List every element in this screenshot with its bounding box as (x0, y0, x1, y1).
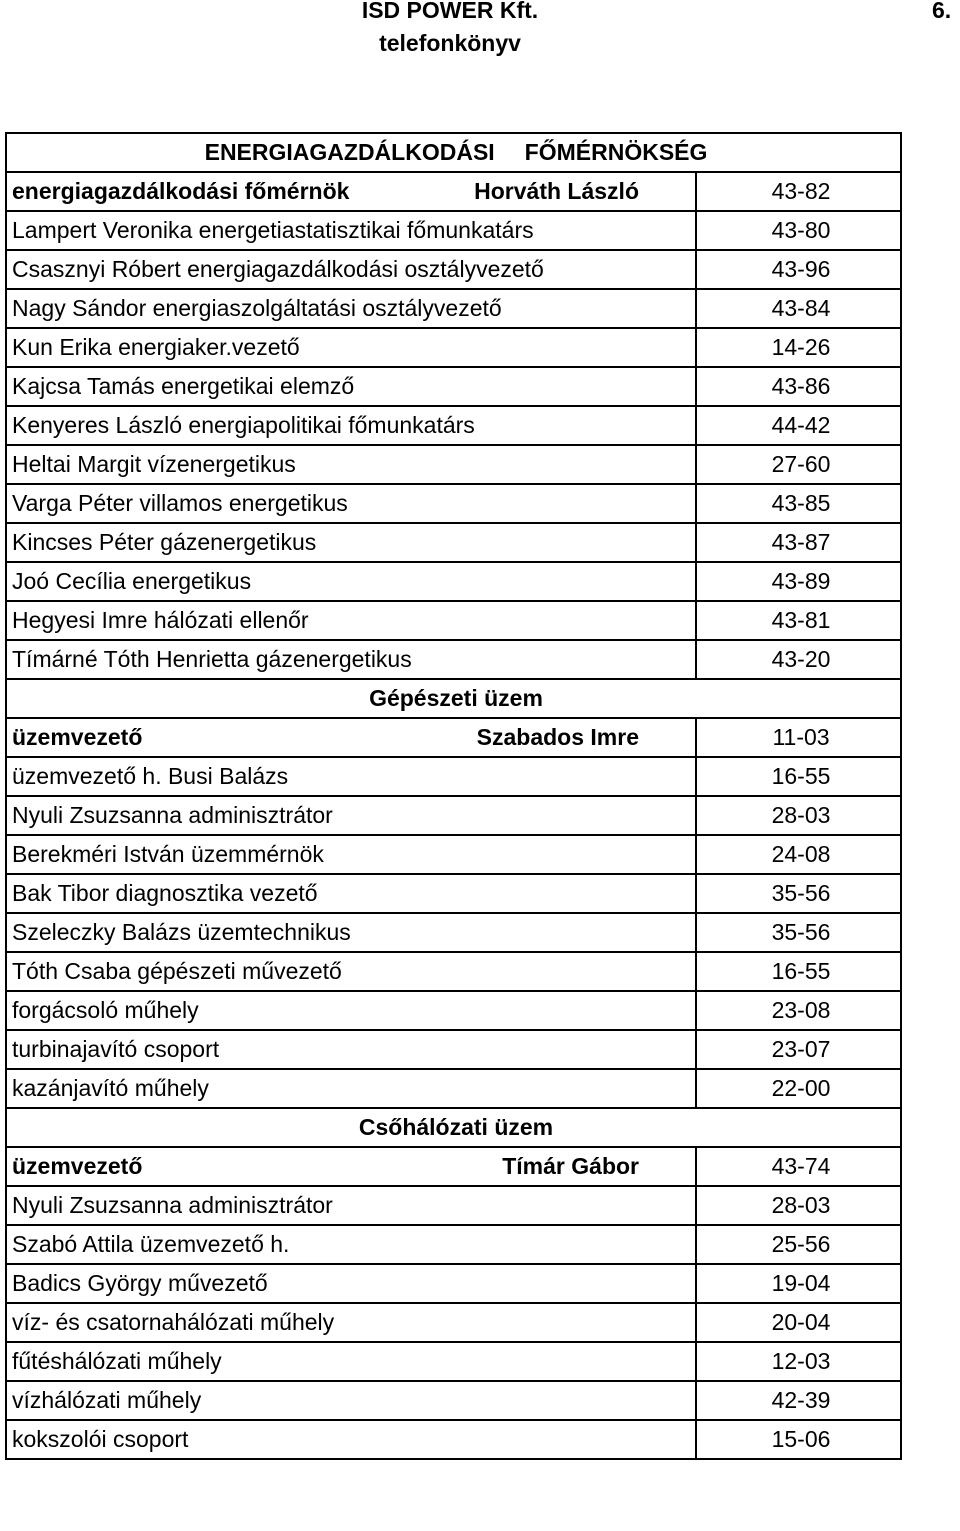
entry-extension: 23-08 (696, 991, 901, 1030)
directory-row (6, 1264, 901, 1303)
entry-text: Tímárné Tóth Henrietta gázenergetikus (6, 640, 696, 679)
entry-extension: 42-39 (696, 1381, 901, 1420)
head-role: energiagazdálkodási főmérnök (12, 178, 350, 204)
directory-row (6, 250, 901, 289)
head-extension: 43-74 (696, 1147, 901, 1186)
directory-row (6, 406, 901, 445)
entry-text: vízhálózati műhely (6, 1381, 696, 1420)
head-role: üzemvezető (12, 724, 143, 750)
entry-extension: 43-86 (696, 367, 901, 406)
entry-extension: 43-80 (696, 211, 901, 250)
entry-extension: 43-81 (696, 601, 901, 640)
entry-extension: 28-03 (696, 796, 901, 835)
section-title (6, 133, 901, 172)
entry-extension: 27-60 (696, 445, 901, 484)
entry-text: Csasznyi Róbert energiagazdálkodási osztályvezető (6, 250, 696, 289)
entry-extension: 14-26 (696, 328, 901, 367)
entry-extension: 43-89 (696, 562, 901, 601)
entry-extension: 43-87 (696, 523, 901, 562)
entry-text: Szeleczky Balázs üzemtechnikus (6, 913, 696, 952)
entry-extension: 35-56 (696, 874, 901, 913)
entry-extension: 35-56 (696, 913, 901, 952)
entry-text: kazánjavító műhely (6, 1069, 696, 1108)
directory-row (6, 1381, 901, 1420)
section-title-row (6, 1108, 901, 1147)
entry-text: fűtéshálózati műhely (6, 1342, 696, 1381)
section-title-row (6, 679, 901, 718)
directory-row (6, 952, 901, 991)
entry-text: forgácsoló műhely (6, 991, 696, 1030)
head-person-name: Szabados Imre (476, 724, 639, 750)
directory-row (6, 1225, 901, 1264)
directory-row (6, 835, 901, 874)
page-number: 6. (932, 0, 952, 23)
entry-text: kokszolói csoport (6, 1420, 696, 1459)
entry-text: Kajcsa Tamás energetikai elemző (6, 367, 696, 406)
directory-row (6, 640, 901, 679)
document-subtitle: telefonkönyv (379, 30, 521, 56)
head-cell (6, 718, 696, 757)
entry-extension: 28-03 (696, 1186, 901, 1225)
directory-row (6, 445, 901, 484)
head-person-name: Horváth László (474, 178, 639, 204)
entry-text: Nyuli Zsuzsanna adminisztrátor (6, 1186, 696, 1225)
head-role: üzemvezető (12, 1153, 143, 1179)
entry-text: Joó Cecília energetikus (6, 562, 696, 601)
entry-text: Berekméri István üzemmérnök (6, 835, 696, 874)
entry-extension: 22-00 (696, 1069, 901, 1108)
directory-row (6, 913, 901, 952)
entry-extension: 20-04 (696, 1303, 901, 1342)
entry-extension: 43-96 (696, 250, 901, 289)
head-line (12, 719, 695, 756)
entry-text: Lampert Veronika energetiastatisztikai főmunkatárs (6, 211, 696, 250)
directory-row (6, 1342, 901, 1381)
directory-row (6, 562, 901, 601)
entry-text: Szabó Attila üzemvezető h. (6, 1225, 696, 1264)
entry-extension: 23-07 (696, 1030, 901, 1069)
phone-directory-table (5, 132, 902, 1460)
directory-row (6, 757, 901, 796)
company-name: ISD POWER Kft. (361, 0, 539, 23)
entry-extension: 19-04 (696, 1264, 901, 1303)
entry-extension: 12-03 (696, 1342, 901, 1381)
entry-text: turbinajavító csoport (6, 1030, 696, 1069)
entry-text: Heltai Margit vízenergetikus (6, 445, 696, 484)
directory-row (6, 484, 901, 523)
entry-text: Kincses Péter gázenergetikus (6, 523, 696, 562)
phone-directory-body (6, 133, 901, 1459)
section-title-text: Csőhálózati üzem (358, 1114, 554, 1140)
head-person-name: Tímár Gábor (502, 1153, 639, 1179)
entry-text: Nagy Sándor energiaszolgáltatási osztályvezető (6, 289, 696, 328)
directory-row (6, 1303, 901, 1342)
directory-row (6, 367, 901, 406)
entry-text: Nyuli Zsuzsanna adminisztrátor (6, 796, 696, 835)
entry-extension: 24-08 (696, 835, 901, 874)
directory-row (6, 991, 901, 1030)
entry-text: Kenyeres László energiapolitikai főmunkatárs (6, 406, 696, 445)
section-title (6, 1108, 901, 1147)
directory-row (6, 1420, 901, 1459)
directory-row (6, 328, 901, 367)
section-title-right: FŐMÉRNÖKSÉG (524, 139, 708, 165)
head-row (6, 172, 901, 211)
entry-extension: 16-55 (696, 952, 901, 991)
head-cell (6, 172, 696, 211)
directory-row (6, 601, 901, 640)
entry-extension: 16-55 (696, 757, 901, 796)
directory-row (6, 874, 901, 913)
entry-extension: 43-20 (696, 640, 901, 679)
head-extension: 43-82 (696, 172, 901, 211)
directory-row (6, 523, 901, 562)
entry-text: Varga Péter villamos energetikus (6, 484, 696, 523)
directory-row (6, 211, 901, 250)
entry-extension: 43-85 (696, 484, 901, 523)
entry-extension: 43-84 (696, 289, 901, 328)
section-title-row (6, 133, 901, 172)
entry-text: üzemvezető h. Busi Balázs (6, 757, 696, 796)
directory-row (6, 289, 901, 328)
directory-row (6, 1186, 901, 1225)
head-row (6, 718, 901, 757)
directory-row (6, 1030, 901, 1069)
section-title-left: ENERGIAGAZDÁLKODÁSI (204, 139, 495, 165)
entry-extension: 15-06 (696, 1420, 901, 1459)
head-line (12, 1148, 695, 1185)
directory-row (6, 796, 901, 835)
entry-text: Badics György művezető (6, 1264, 696, 1303)
entry-text: víz- és csatornahálózati műhely (6, 1303, 696, 1342)
entry-text: Tóth Csaba gépészeti művezető (6, 952, 696, 991)
head-row (6, 1147, 901, 1186)
entry-extension: 25-56 (696, 1225, 901, 1264)
head-extension: 11-03 (696, 718, 901, 757)
section-title-text: Gépészeti üzem (369, 685, 543, 711)
head-cell (6, 1147, 696, 1186)
section-title (6, 679, 901, 718)
directory-row (6, 1069, 901, 1108)
entry-extension: 44-42 (696, 406, 901, 445)
entry-text: Kun Erika energiaker.vezető (6, 328, 696, 367)
entry-text: Hegyesi Imre hálózati ellenőr (6, 601, 696, 640)
entry-text: Bak Tibor diagnosztika vezető (6, 874, 696, 913)
head-line (12, 173, 695, 210)
